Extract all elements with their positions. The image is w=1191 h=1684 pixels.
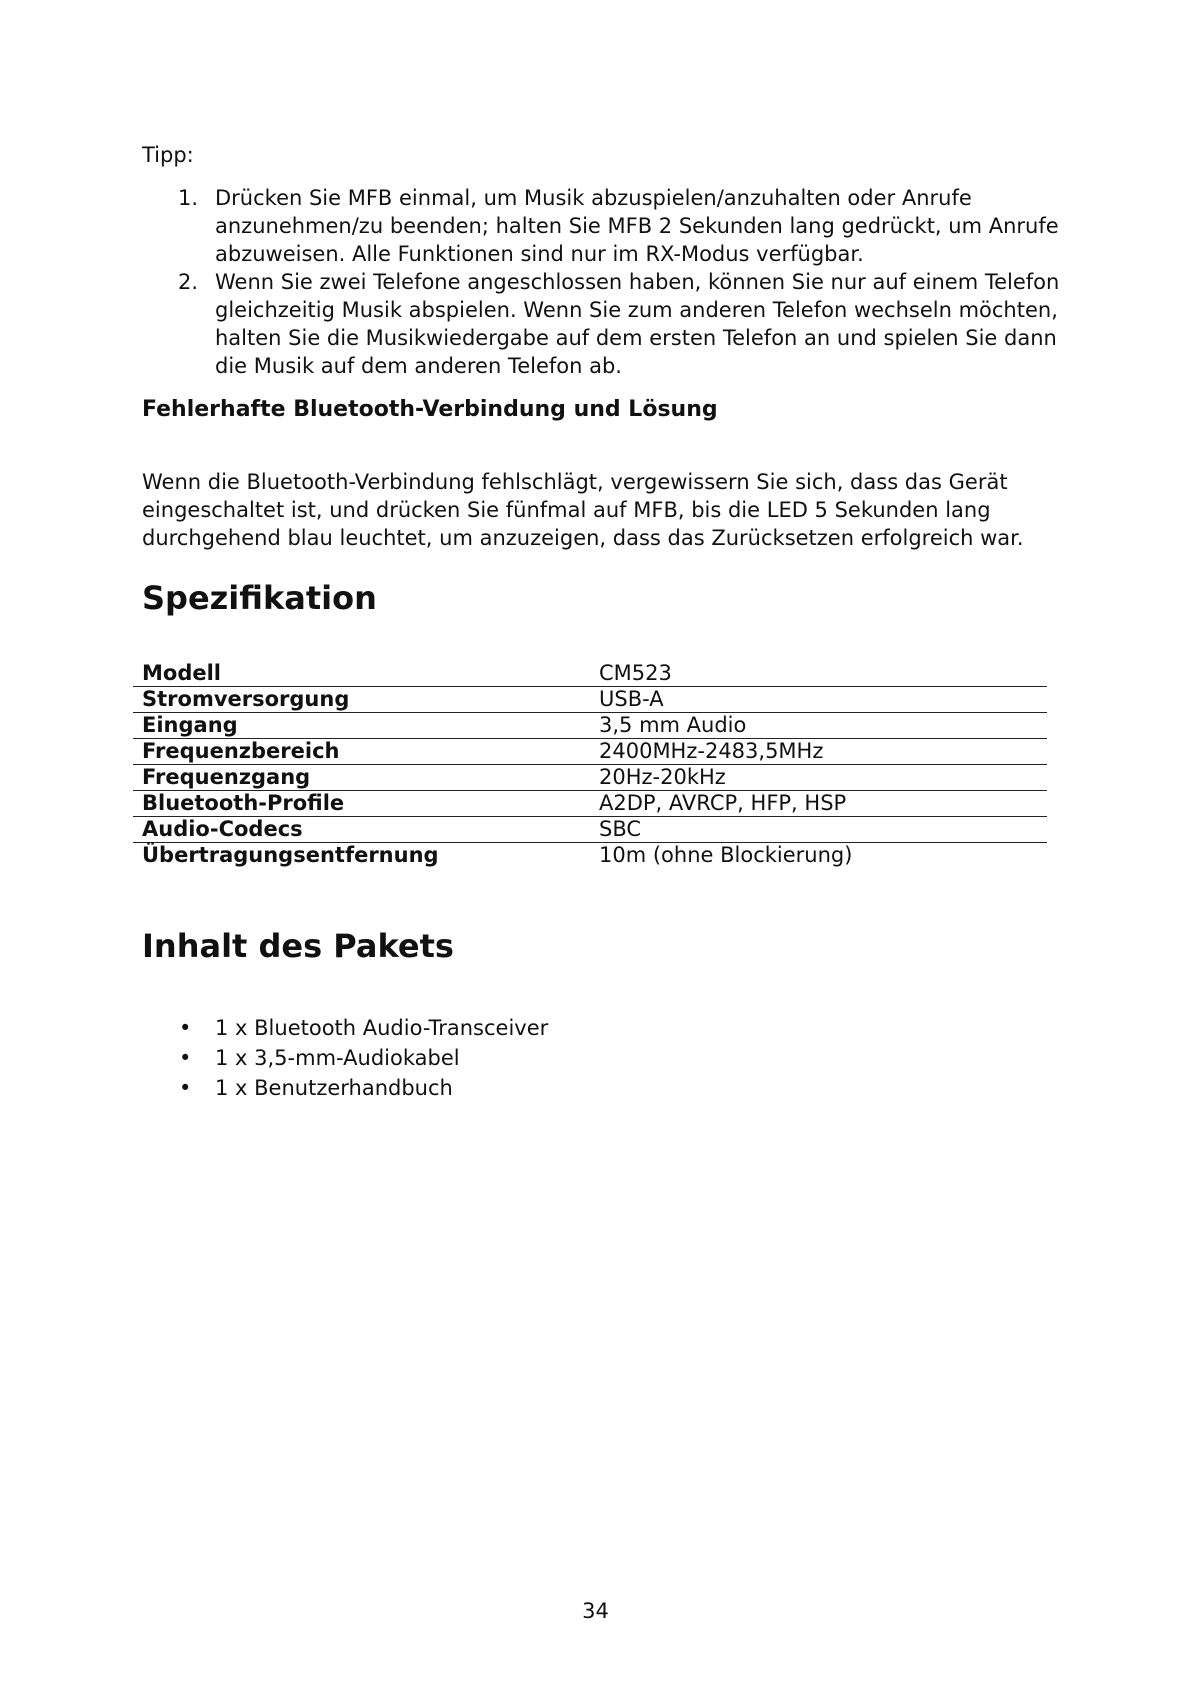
spec-value: A2DP, AVRCP, HFP, HSP — [599, 791, 847, 815]
list-item — [142, 1013, 548, 1043]
table-row — [133, 791, 1047, 817]
table-row — [133, 843, 1047, 869]
package-list — [142, 1013, 548, 1103]
tip-list — [142, 184, 1072, 380]
spec-value: 3,5 mm Audio — [599, 713, 747, 737]
page-number: 34 — [582, 1599, 609, 1623]
list-item-text: 1 x Bluetooth Audio-Transceiver — [215, 1016, 549, 1040]
table-row — [133, 661, 1047, 687]
table-row — [133, 765, 1047, 791]
list-item-text: Drücken Sie MFB einmal, um Musik abzuspielen/anzuhalten oder Anrufe anzunehmen/zu beenden; halten Sie MFB 2 Sekunden lang gedrückt, um Anrufe abzuweisen. Alle Funktionen sind nur im RX-Modus verfügbar. — [215, 186, 1059, 266]
spec-key: Bluetooth-Profile — [142, 791, 345, 815]
spec-key: Stromversorgung — [142, 687, 350, 711]
spec-value: USB-A — [599, 687, 664, 711]
troubleshoot-heading: Fehlerhafte Bluetooth-Verbindung und Lösung — [142, 397, 718, 422]
spec-key: Audio-Codecs — [142, 817, 303, 841]
list-item — [142, 1043, 548, 1073]
table-row — [133, 713, 1047, 739]
spec-heading: Spezifikation — [142, 579, 377, 617]
spec-key: Übertragungsentfernung — [142, 843, 439, 867]
tip-label: Tipp: — [142, 143, 194, 167]
list-item-text: 1 x Benutzerhandbuch — [215, 1076, 453, 1100]
list-item-number: 2. — [178, 270, 199, 294]
spec-value: 10m (ohne Blockierung) — [599, 843, 853, 867]
bullet-icon: • — [179, 1046, 192, 1070]
spec-key: Modell — [142, 661, 221, 685]
spec-value: SBC — [599, 817, 642, 841]
spec-value: CM523 — [599, 661, 672, 685]
spec-value: 2400MHz-2483,5MHz — [599, 739, 824, 763]
list-item — [142, 184, 1072, 268]
list-item-text: 1 x 3,5-mm-Audiokabel — [215, 1046, 460, 1070]
list-item-number: 1. — [178, 186, 199, 210]
spec-value: 20Hz-20kHz — [599, 765, 726, 789]
spec-key: Eingang — [142, 713, 238, 737]
list-item — [142, 1073, 548, 1103]
troubleshoot-paragraph: Wenn die Bluetooth-Verbindung fehlschlägt, vergewissern Sie sich, dass das Gerät eingeschaltet ist, und drücken Sie fünfmal auf MFB, bis die LED 5 Sekunden lang durchgehend blau leuchtet, um anzuzeigen, dass das Zurücksetzen erfolgreich war. — [142, 470, 1024, 550]
spec-key: Frequenzgang — [142, 765, 311, 789]
bullet-icon: • — [179, 1076, 192, 1100]
package-heading: Inhalt des Pakets — [142, 927, 454, 965]
list-item-text: Wenn Sie zwei Telefone angeschlossen haben, können Sie nur auf einem Telefon gleichzeitig Musik abspielen. Wenn Sie zum anderen Telefon wechseln möchten, halten Sie die Musikwiedergabe auf dem ersten Telefon an und spielen Sie dann die Musik auf dem anderen Telefon ab. — [215, 270, 1060, 378]
table-row — [133, 817, 1047, 843]
table-row — [133, 687, 1047, 713]
spec-table — [133, 661, 1047, 868]
list-item — [142, 268, 1072, 380]
bullet-icon: • — [179, 1016, 192, 1040]
spec-key: Frequenzbereich — [142, 739, 340, 763]
table-row — [133, 739, 1047, 765]
